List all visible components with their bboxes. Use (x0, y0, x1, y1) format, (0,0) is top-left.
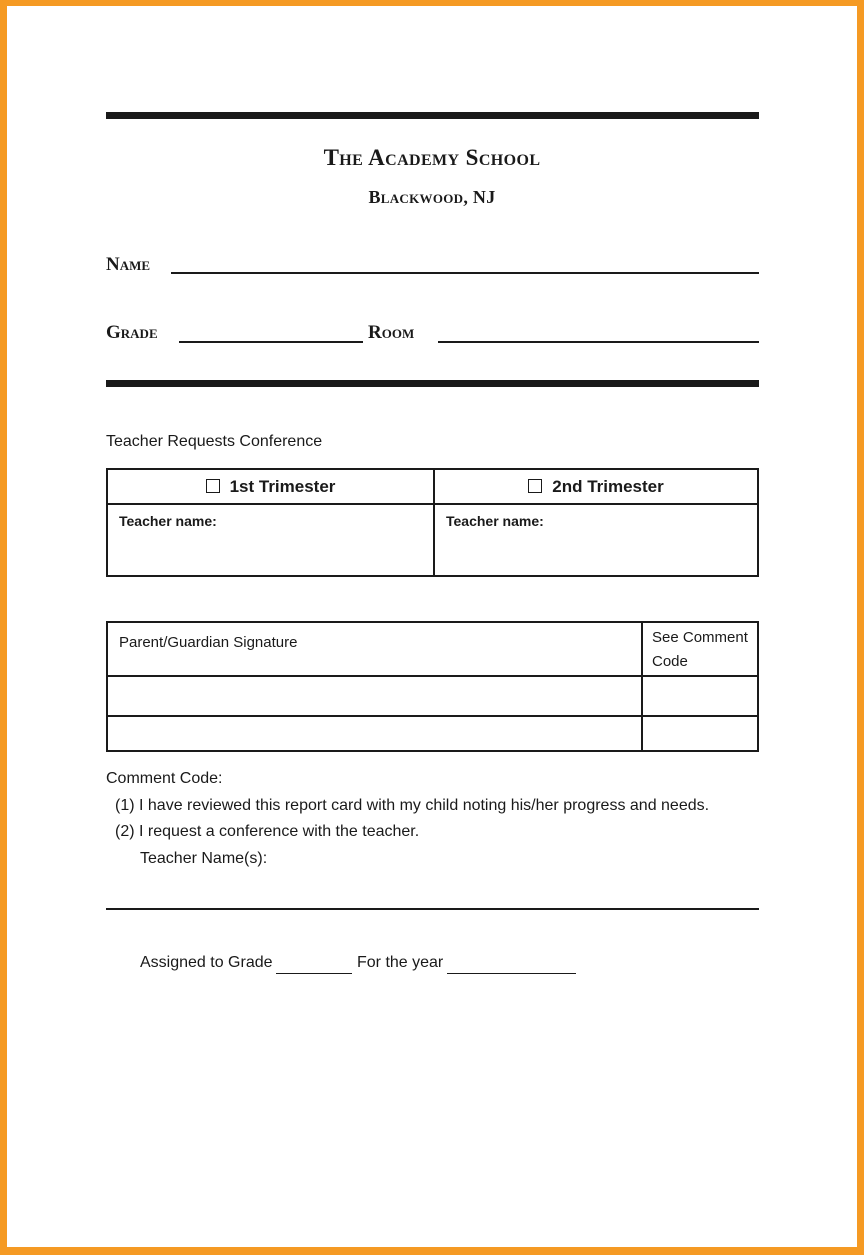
second-trimester-header[interactable] (434, 469, 758, 504)
comment-code-heading: Comment Code: (106, 770, 223, 787)
name-label: Name (106, 254, 151, 275)
first-trimester-checkbox[interactable] (206, 479, 220, 493)
code-cell-1[interactable] (642, 676, 758, 716)
assigned-grade-label: Assigned to Grade (140, 954, 273, 971)
signature-cell-2[interactable] (107, 716, 642, 751)
signature-cell-1[interactable] (107, 676, 642, 716)
teacher-names-line[interactable] (106, 908, 759, 910)
room-field-line[interactable] (438, 341, 759, 343)
second-teacher-name-label: Teacher name: (446, 513, 544, 529)
first-trimester-teacher-cell[interactable] (107, 504, 434, 576)
first-teacher-name-label: Teacher name: (119, 513, 217, 529)
conference-table (106, 468, 759, 577)
middle-rule (106, 380, 759, 387)
name-field-line[interactable] (171, 272, 759, 274)
teacher-names-label: Teacher Name(s): (140, 850, 268, 867)
signature-table (106, 621, 759, 752)
school-name: The Academy School (323, 145, 541, 170)
code-cell-2[interactable] (642, 716, 758, 751)
signature-header: Parent/Guardian Signature (119, 634, 298, 651)
year-label: For the year (357, 954, 444, 971)
first-trimester-header[interactable] (107, 469, 434, 504)
signature-header-cell (107, 622, 642, 676)
top-rule (106, 112, 759, 119)
second-trimester-teacher-cell[interactable] (434, 504, 758, 576)
second-trimester-checkbox[interactable] (528, 479, 542, 493)
first-trimester-label: 1st Trimester (229, 476, 336, 496)
grade-label: Grade (106, 322, 158, 343)
comment-code-header: See Comment Code (652, 629, 748, 670)
grade-field-line[interactable] (179, 341, 363, 343)
conference-heading: Teacher Requests Conference (106, 433, 323, 450)
assigned-grade-field-line[interactable] (276, 973, 352, 974)
room-label: Room (368, 322, 415, 343)
comment-code-item-1: (1) I have reviewed this report card with my child noting his/her progress and needs. (115, 797, 710, 814)
comment-code-item-2: (2) I request a conference with the teacher. (115, 823, 420, 840)
school-location: Blackwood, NJ (368, 187, 496, 207)
comment-code-header-cell (642, 622, 758, 676)
second-trimester-label: 2nd Trimester (552, 476, 664, 496)
year-field-line[interactable] (447, 973, 576, 974)
